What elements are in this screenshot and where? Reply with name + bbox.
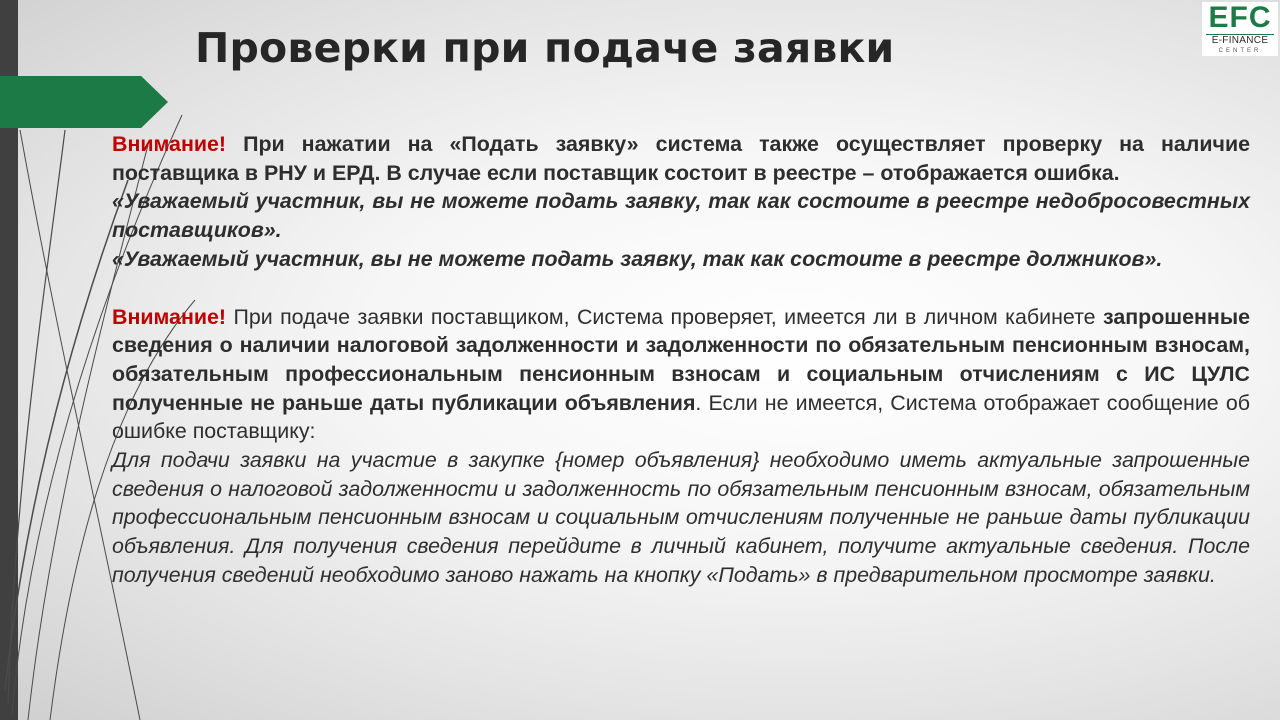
registry-check-paragraph: [112, 130, 1250, 187]
tax-debt-check-paragraph: [112, 303, 1250, 447]
error-message-text: «Уважаемый участник, вы не можете подать заявку, так как состоите в реестре недобросовестных поставщиков».: [112, 189, 1250, 243]
tax-check-bold: запрошенные сведения о наличии налоговой задолженности и задолженности по обязательным пенсионным взносам, обязательным профессиональным пенсионным взносам и социальным отчислениям с ИС ЦУЛС полученные не раньше даты публикации объявления: [112, 304, 1250, 415]
efc-logo: [1202, 2, 1278, 56]
logo-mark: EFC: [1208, 1, 1272, 34]
tax-check-tail: . Если не имеется, Система отображает сообщение об ошибке поставщику:: [112, 390, 1250, 444]
error-message-text: «Уважаемый участник, вы не можете подать заявку, так как состоите в реестре должников».: [112, 246, 1163, 271]
tax-debt-error-message: [112, 446, 1250, 590]
page-title: Проверки при подаче заявки: [195, 24, 895, 72]
error-message-unfair-suppliers: [112, 187, 1250, 244]
logo-subtitle: E-FINANCE: [1211, 35, 1269, 46]
warning-label: Внимание!: [112, 304, 227, 329]
green-arrow-banner: [0, 76, 168, 128]
paragraph-gap: [112, 274, 1250, 303]
registry-check-text: При нажатии на «Подать заявку» система также осуществляет проверку на наличие поставщика в РНУ и ЕРД. В случае если поставщик состоит в реестре – отображается ошибка.: [112, 132, 1250, 185]
error-message-debtors: [112, 245, 1250, 274]
error-message-text: Для подачи заявки на участие в закупке {номер объявления} необходимо иметь актуальные запрошенные сведения о налоговой задолженности и задолженность по обязательным пенсионным взносам, обязательным профессиональным пенсионным взносам и социальным отчислениям полученные не раньше даты публикации объявления. Для получения сведения перейдите в личный кабинет, получите актуальные сведения. После получения сведений необходимо заново нажать на кнопку «Подать» в предварительном просмотре заявки.: [112, 448, 1250, 587]
logo-subtitle-2: CENTER: [1218, 48, 1262, 54]
warning-label: Внимание!: [112, 132, 227, 156]
slide-body: [112, 130, 1250, 590]
tax-check-intro: При подаче заявки поставщиком, Система проверяет, имеется ли в личном кабинете: [226, 304, 1103, 329]
